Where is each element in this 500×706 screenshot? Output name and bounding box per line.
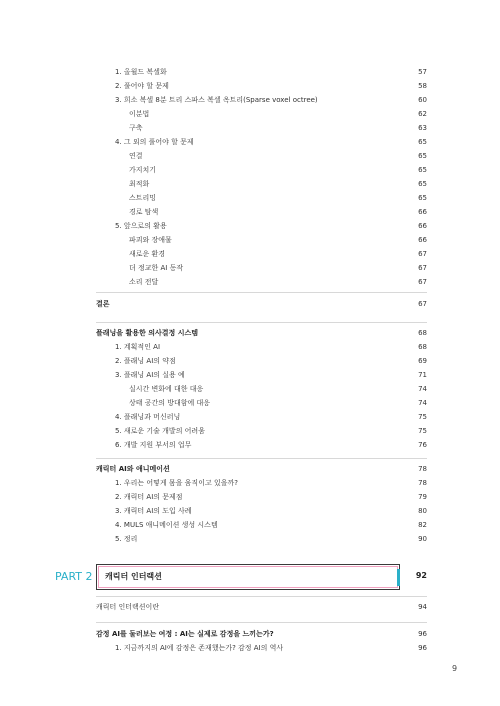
toc-chapter[interactable]: [96, 327, 427, 339]
toc-entry[interactable]: [96, 383, 427, 395]
toc-entry-page: 75: [418, 427, 427, 435]
toc-entry-title: 상태 공간의 방대함에 대응: [129, 399, 211, 407]
toc-entry-page: 74: [418, 385, 427, 393]
toc-entry-title: 4. 그 외의 풀어야 할 문제: [115, 138, 194, 146]
toc-entry-page: 90: [418, 535, 427, 543]
toc-entry-page: 57: [418, 68, 427, 76]
toc-entry-title: 3. 플래닝 AI의 실용 예: [115, 371, 185, 379]
toc-entry-page: 71: [418, 371, 427, 379]
toc-entry[interactable]: [96, 234, 427, 246]
toc-entry[interactable]: [96, 642, 427, 654]
part-label: PART 2: [55, 570, 93, 583]
toc-entry-title: 더 정교한 AI 동작: [129, 264, 184, 272]
toc-entry-page: 66: [418, 222, 427, 230]
toc-entry[interactable]: [96, 122, 427, 134]
toc-entry[interactable]: [96, 164, 427, 176]
toc-entry-page: 82: [418, 521, 427, 529]
toc-chapter-page: 67: [418, 300, 427, 308]
section-divider: [96, 458, 427, 459]
toc-entry-page: 65: [418, 180, 427, 188]
toc-entry[interactable]: [96, 80, 427, 92]
toc-entry[interactable]: [96, 519, 427, 531]
toc-entry[interactable]: [96, 108, 427, 120]
toc-entry[interactable]: [96, 505, 427, 517]
toc-entry-page: 80: [418, 507, 427, 515]
page-number: 9: [452, 664, 458, 673]
toc-entry-title: 3. 캐릭터 AI의 도입 사례: [115, 507, 192, 515]
toc-chapter-title: 캐릭터 인터랙션이란: [96, 603, 160, 611]
toc-entry-title: 1. 지금까지의 AI에 감정은 존재했는가? 감정 AI의 역사: [115, 644, 284, 652]
toc-entry[interactable]: [96, 206, 427, 218]
toc-entry-title: 1. 우리는 어떻게 몸을 움직이고 있을까?: [115, 479, 238, 487]
toc-entry-title: 이분법: [129, 110, 150, 118]
toc-entry-page: 67: [418, 278, 427, 286]
toc-chapter[interactable]: [96, 298, 427, 310]
toc-entry-page: 67: [418, 264, 427, 272]
toc-chapter-title: 캐릭터 AI와 애니메이션: [96, 465, 170, 473]
toc-entry[interactable]: [96, 439, 427, 451]
toc-chapter-title: 감정 AI를 둘러보는 여정 : AI는 실제로 감정을 느끼는가?: [96, 630, 274, 638]
toc-entry[interactable]: [96, 491, 427, 503]
toc-entry-page: 65: [418, 138, 427, 146]
toc-chapter-page: 94: [418, 603, 427, 611]
toc-entry[interactable]: [96, 248, 427, 260]
toc-entry[interactable]: [96, 262, 427, 274]
toc-entry-page: 67: [418, 250, 427, 258]
toc-chapter[interactable]: [96, 463, 427, 475]
toc-entry-page: 63: [418, 124, 427, 132]
toc-entry-page: 66: [418, 208, 427, 216]
toc-entry[interactable]: [96, 425, 427, 437]
toc-chapter-page: 78: [418, 465, 427, 473]
toc-entry-title: 스트리밍: [129, 194, 157, 202]
section-divider: [96, 292, 427, 293]
section-divider: [96, 596, 427, 597]
toc-entry-title: 경로 탐색: [129, 208, 159, 216]
toc-entry[interactable]: [96, 178, 427, 190]
toc-entry[interactable]: [96, 355, 427, 367]
toc-entry[interactable]: [96, 150, 427, 162]
toc-chapter-title: 결론: [96, 300, 110, 308]
toc-entry[interactable]: [96, 397, 427, 409]
toc-entry-title: 1. 올월드 복셀화: [115, 68, 167, 76]
toc-entry-title: 가지치기: [129, 166, 157, 174]
toc-entry-title: 2. 캐릭터 AI의 문제점: [115, 493, 183, 501]
toc-chapter-title: 플래닝을 활용한 의사결정 시스템: [96, 329, 198, 337]
toc-entry-page: 65: [418, 152, 427, 160]
toc-chapter-page: 68: [418, 329, 427, 337]
toc-entry-page: 65: [418, 194, 427, 202]
part-title[interactable]: 캐릭터 인터랙션: [105, 572, 162, 581]
toc-entry-page: 78: [418, 479, 427, 487]
toc-entry-title: 4. MULS 애니메이션 생성 시스템: [115, 521, 218, 529]
toc-chapter[interactable]: [96, 601, 427, 613]
toc-entry-page: 74: [418, 399, 427, 407]
section-divider: [96, 322, 427, 323]
toc-entry[interactable]: [96, 369, 427, 381]
toc-entry-title: 최적화: [129, 180, 150, 188]
toc-entry-page: 68: [418, 343, 427, 351]
toc-entry[interactable]: [96, 533, 427, 545]
toc-entry[interactable]: [96, 192, 427, 204]
part-page-number: 92: [415, 571, 427, 580]
toc-entry-title: 5. 앞으로의 활용: [115, 222, 167, 230]
toc-entry-page: 76: [418, 441, 427, 449]
toc-entry-page: 96: [418, 644, 427, 652]
toc-entry-title: 5. 새로운 기술 개발의 어려움: [115, 427, 205, 435]
toc-entry[interactable]: [96, 477, 427, 489]
toc-entry-title: 6. 개발 지원 부서의 업무: [115, 441, 192, 449]
toc-entry-title: 5. 정리: [115, 535, 138, 543]
toc-entry[interactable]: [96, 94, 427, 106]
toc-entry-title: 파괴와 장애물: [129, 236, 172, 244]
toc-entry-page: 79: [418, 493, 427, 501]
toc-entry-page: 65: [418, 166, 427, 174]
toc-entry[interactable]: [96, 341, 427, 353]
toc-entry-page: 75: [418, 413, 427, 421]
toc-entry-page: 62: [418, 110, 427, 118]
toc-entry[interactable]: [96, 220, 427, 232]
toc-entry-title: 연결: [129, 152, 143, 160]
toc-entry-title: 소리 전달: [129, 278, 159, 286]
toc-chapter[interactable]: [96, 628, 427, 640]
toc-entry-title: 3. 희소 복셀 8분 트리 스파스 복셀 옥트리(Sparse voxel octree): [115, 96, 318, 104]
toc-entry-title: 2. 풀어야 할 문제: [115, 82, 169, 90]
toc-entry[interactable]: [96, 136, 427, 148]
toc-entry-title: 1. 계획적인 AI: [115, 343, 161, 351]
toc-entry-title: 새로운 환경: [129, 250, 166, 258]
toc-entry-page: 60: [418, 96, 427, 104]
toc-entry-page: 66: [418, 236, 427, 244]
toc-entry-page: 58: [418, 82, 427, 90]
toc-entry-title: 실시간 변화에 대한 대응: [129, 385, 204, 393]
toc-entry-page: 69: [418, 357, 427, 365]
toc-entry-title: 구축: [129, 124, 143, 132]
section-divider: [96, 622, 427, 623]
toc-entry[interactable]: [96, 276, 427, 288]
toc-entry[interactable]: [96, 411, 427, 423]
toc-chapter-page: 96: [418, 630, 427, 638]
toc-entry-title: 4. 플래닝과 머신러닝: [115, 413, 181, 421]
toc-entry-title: 2. 플래닝 AI의 약점: [115, 357, 176, 365]
toc-entry[interactable]: [96, 66, 427, 78]
